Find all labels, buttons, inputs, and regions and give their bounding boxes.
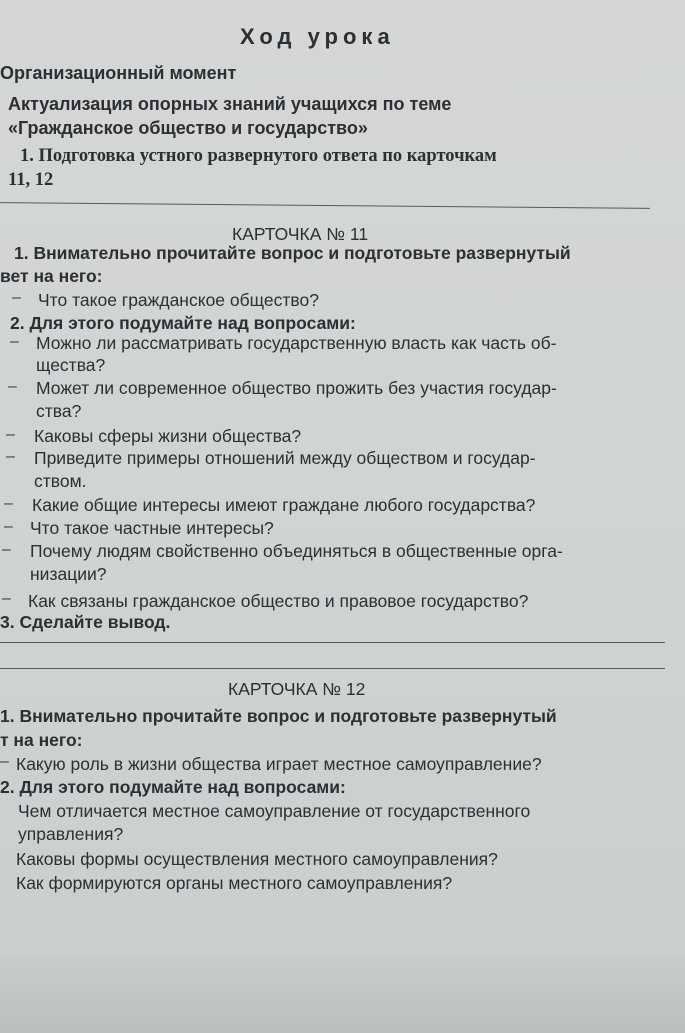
bullet-dash: – [0, 753, 9, 770]
card11-item5-line1: Какие общие интересы имеют граждане любого государства? [32, 495, 536, 515]
card11-item2-line1: Может ли современное общество прожить без участия государ- [36, 378, 557, 398]
card11-item8-line1: Как связаны гражданское общество и правовое государство? [28, 591, 529, 611]
card12-item1-line2: управления? [18, 824, 124, 844]
answer-line [0, 668, 665, 669]
card11-title: КАРТОЧКА № 11 [232, 224, 369, 244]
task-line1: 1. Подготовка устного развернутого ответа по карточкам [20, 146, 497, 166]
bullet-dash: – [6, 426, 15, 443]
divider [0, 202, 650, 209]
lesson-title: Ход урока [240, 24, 395, 49]
card12-item3-line1: Как формируются органы местного самоуправления? [16, 873, 453, 893]
card11-item2-line2: ства? [36, 401, 82, 421]
card12-title: КАРТОЧКА № 12 [228, 679, 366, 699]
bullet-dash: – [10, 333, 19, 350]
bullet-dash: – [2, 590, 11, 607]
stage-organizational: Организационный момент [0, 63, 237, 83]
card11-item3-line1: Каковы сферы жизни общества? [34, 426, 302, 446]
answer-line [0, 642, 665, 643]
page-bottom-shadow [0, 955, 685, 1033]
card11-question1-line1: 1. Внимательно прочитайте вопрос и подготовьте развернутый [14, 243, 571, 263]
card11-item6-line1: Что такое частные интересы? [30, 518, 274, 538]
card11-item4-line2: ством. [34, 471, 87, 491]
card11-question1-line2: вет на него: [0, 266, 103, 286]
card11-main-question: Что такое гражданское общество? [38, 290, 319, 310]
card12-item2-line1: Каковы формы осуществления местного самоуправления? [16, 849, 498, 869]
bullet-dash: – [8, 378, 17, 395]
bullet-dash: – [4, 518, 13, 535]
bullet-dash: – [2, 541, 11, 558]
card12-question1-line2: т на него: [0, 730, 83, 750]
card12-item1-line1: Чем отличается местное самоуправление от государственного [18, 801, 531, 821]
card11-item4-line1: Приведите примеры отношений между обществом и государ- [34, 448, 536, 468]
stage-actualization-line2: «Гражданское общество и государство» [8, 118, 368, 138]
card11-item7-line1: Почему людям свойственно объединяться в общественные орга- [30, 541, 563, 561]
card12-main-question: Какую роль в жизни общества играет местное самоуправление? [16, 754, 542, 774]
stage-actualization-line1: Актуализация опорных знаний учащихся по теме [8, 94, 452, 114]
card11-question3: 3. Сделайте вывод. [0, 612, 171, 632]
bullet-dash: – [6, 448, 15, 465]
task-line2: 11, 12 [8, 170, 54, 190]
bullet-dash: – [4, 495, 13, 512]
card12-question2: 2. Для этого подумайте над вопросами: [0, 777, 346, 797]
bullet-dash: – [12, 289, 21, 306]
card11-item1-line1: Можно ли рассматривать государственную власть как часть об- [36, 333, 557, 353]
card11-item1-line2: щества? [36, 355, 106, 375]
card11-item7-line2: низации? [30, 564, 107, 584]
card12-question1-line1: 1. Внимательно прочитайте вопрос и подготовьте развернутый [0, 706, 557, 726]
card11-question2: 2. Для этого подумайте над вопросами: [10, 313, 356, 333]
